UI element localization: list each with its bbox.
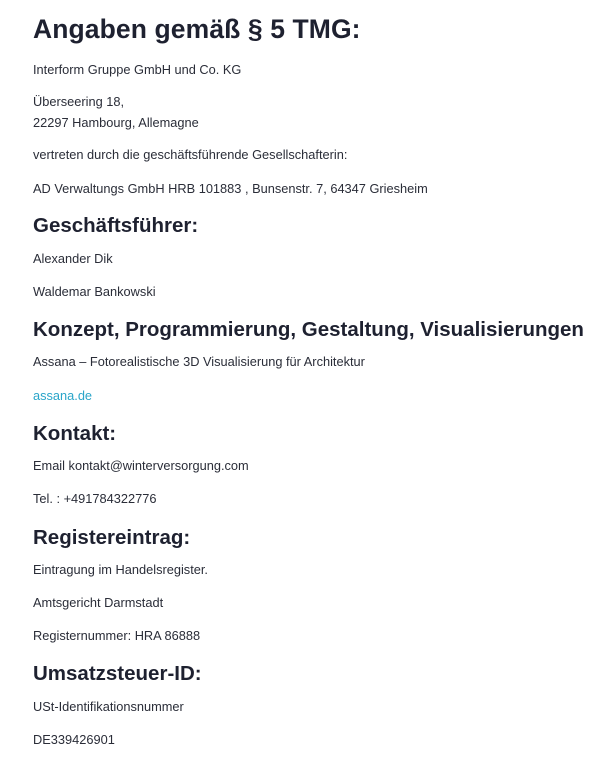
vat-id: DE339426901 bbox=[33, 732, 115, 747]
company-name: Interform Gruppe GmbH und Co. KG bbox=[33, 62, 242, 77]
represented-by-text: vertreten durch die geschäftsführende Gesellschafterin: bbox=[33, 147, 348, 162]
register-entry: Eintragung im Handelsregister. bbox=[33, 562, 208, 577]
ad-verwaltung-text: AD Verwaltungs GmbH HRB 101883 , Bunsenstr. 7, 64347 Griesheim bbox=[33, 181, 428, 196]
assana-link[interactable]: assana.de bbox=[33, 388, 93, 403]
manager-name: Waldemar Bankowski bbox=[33, 284, 156, 299]
assana-link-wrapper bbox=[33, 386, 92, 406]
managers-heading: Geschäftsführer: bbox=[33, 214, 199, 237]
manager-name: Alexander Dik bbox=[33, 251, 113, 266]
address-city: 22297 Hambourg, Allemagne bbox=[33, 115, 199, 130]
page-title: Angaben gemäß § 5 TMG: bbox=[33, 14, 361, 44]
register-number: Registernummer: HRA 86888 bbox=[33, 628, 201, 643]
contact-heading: Kontakt: bbox=[33, 422, 117, 445]
contact-phone: Tel. : +491784322776 bbox=[33, 491, 157, 506]
vat-heading: Umsatzsteuer-ID: bbox=[33, 662, 202, 685]
register-court: Amtsgericht Darmstadt bbox=[33, 595, 164, 610]
address-street: Überseering 18, bbox=[33, 94, 125, 109]
register-heading: Registereintrag: bbox=[33, 526, 191, 549]
concept-heading: Konzept, Programmierung, Gestaltung, Visualisierungen bbox=[33, 318, 584, 341]
concept-description: Assana – Fotorealistische 3D Visualisierung für Architektur bbox=[33, 354, 365, 369]
vat-label: USt-Identifikationsnummer bbox=[33, 699, 184, 714]
contact-email: Email kontakt@winterversorgung.com bbox=[33, 458, 249, 473]
